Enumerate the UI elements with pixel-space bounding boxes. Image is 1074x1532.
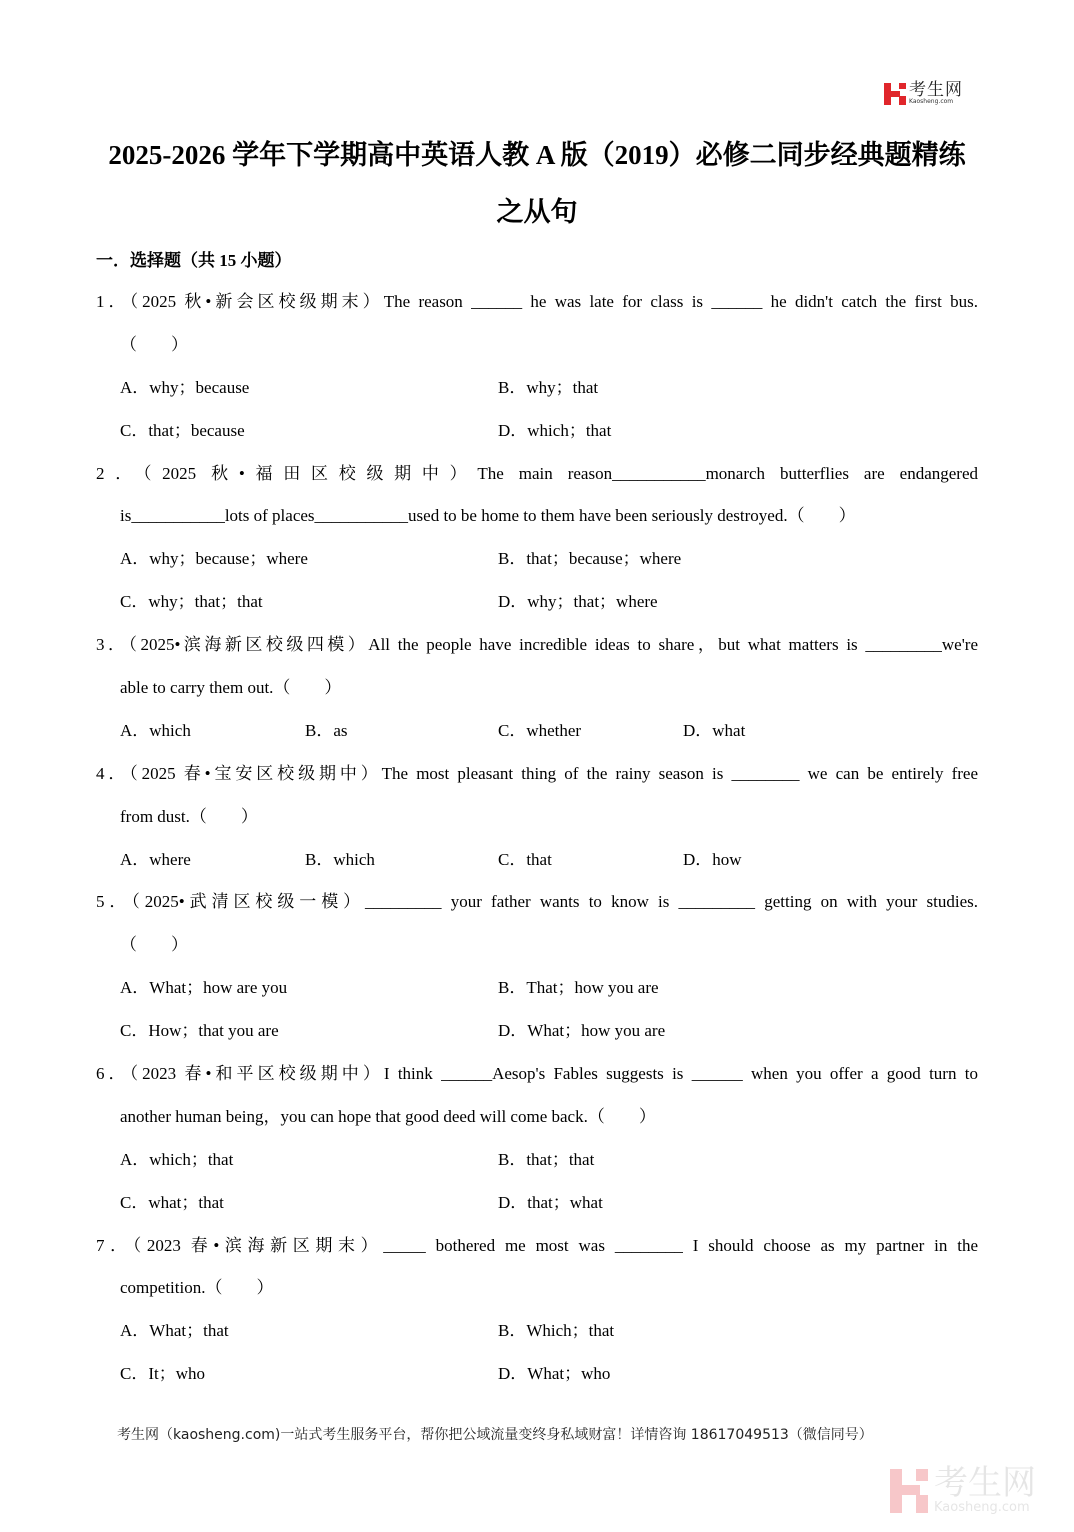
option-d[interactable]: D．which；that — [498, 420, 612, 440]
options-row — [96, 367, 978, 410]
question-2 — [96, 453, 978, 625]
option-b[interactable]: B．That；how you are — [498, 978, 659, 998]
document-title-line2: 之从句 — [496, 197, 578, 227]
options-row — [96, 410, 978, 453]
kaosheng-logo — [884, 82, 963, 105]
option-d[interactable]: D．What；how you are — [498, 1021, 666, 1041]
question-stem-line: able to carry them out.（ ） — [120, 678, 342, 698]
option-d[interactable]: D．What；who — [498, 1364, 611, 1384]
option-a[interactable]: A．which；that — [120, 1149, 234, 1169]
watermark-text: 考生网 — [934, 1463, 1036, 1503]
options-row — [96, 710, 978, 753]
options-row — [96, 1310, 978, 1353]
footer-ad: 考生网（kaosheng.com)一站式考生服务平台，帮你把公域流量变终身私域财富！详情咨询 18617049513（微信同号） — [117, 1427, 873, 1443]
option-a[interactable]: A．which — [120, 720, 191, 740]
option-b[interactable]: B．that；because；where — [498, 549, 682, 569]
question-stem-line: from dust.（ ） — [120, 806, 258, 826]
option-c[interactable]: C．It；who — [120, 1364, 205, 1384]
question-stem-line: 5．（2025•武清区校级一模）_________ your father wants to know is _________ getting on with your studies. — [96, 892, 978, 912]
section-heading: 一．选择题（共 15 小题） — [96, 251, 292, 270]
option-c[interactable]: C．that — [498, 849, 552, 869]
option-a[interactable]: A．where — [120, 849, 191, 869]
logo-mark-icon — [884, 83, 906, 105]
option-c[interactable]: C．How；that you are — [120, 1021, 279, 1041]
option-c[interactable]: C．what；that — [120, 1192, 224, 1212]
question-4 — [96, 753, 978, 882]
option-c[interactable]: C．that；because — [120, 420, 245, 440]
question-stem-line: 4．（2025 春•宝安区校级期中）The most pleasant thing of the rainy season is ________ we can be entirely free — [96, 763, 978, 783]
question-stem-line: 2．（2025 秋•福田区校级期中）The main reason___________monarch butterflies are endangered — [96, 463, 978, 483]
logo-domain: Kaosheng.com — [909, 98, 954, 105]
question-6 — [96, 1053, 978, 1225]
option-a[interactable]: A．What；how are you — [120, 978, 288, 998]
question-stem-line: competition.（ ） — [120, 1278, 274, 1298]
logo-text: 考生网 — [909, 80, 963, 100]
question-stem-line: 7．（2023 春•滨海新区期末）_____ bothered me most was ________ I should choose as my partner in the — [96, 1235, 978, 1255]
option-b[interactable]: B．as — [305, 720, 348, 740]
question-7 — [96, 1225, 978, 1397]
option-d[interactable]: D．what — [683, 720, 746, 740]
option-d[interactable]: D．why；that；where — [498, 592, 658, 612]
options-row — [96, 1010, 978, 1053]
document-title-line1: 2025-2026 学年下学期高中英语人教 A 版（2019）必修二同步经典题精练 — [108, 140, 966, 170]
question-3 — [96, 624, 978, 753]
question-5 — [96, 881, 978, 1053]
question-stem-line: 6．（2023 春•和平区校级期中）I think ______Aesop's Fables suggests is ______ when you offer a good turn to — [96, 1064, 978, 1084]
option-a[interactable]: A．What；that — [120, 1321, 229, 1341]
option-b[interactable]: B．which — [305, 849, 375, 869]
option-c[interactable]: C．why；that；that — [120, 592, 263, 612]
watermark-domain: Kaosheng.com — [934, 1500, 1030, 1515]
question-stem-line: 1．（2025 秋•新会区校级期末）The reason ______ he was late for class is ______ he didn't catch the first bus. — [96, 292, 978, 311]
options-row — [96, 538, 978, 581]
question-stem-line: 3．（2025•滨海新区校级四模）All the people have incredible ideas to share，but what matters is _________we're — [96, 635, 978, 655]
question-stem-line: （ ） — [120, 334, 188, 354]
question-stem-line: （ ） — [120, 935, 188, 955]
option-d[interactable]: D．how — [683, 849, 742, 869]
question-list — [96, 281, 978, 1396]
options-row — [96, 1139, 978, 1182]
options-row — [96, 1182, 978, 1225]
question-stem-line: another human being，you can hope that good deed will come back.（ ） — [120, 1106, 656, 1126]
option-a[interactable]: A．why；because — [120, 377, 250, 397]
option-a[interactable]: A．why；because；where — [120, 549, 308, 569]
watermark-logo-icon — [890, 1469, 928, 1513]
options-row — [96, 839, 978, 882]
option-b[interactable]: B．why；that — [498, 377, 599, 397]
question-1 — [96, 281, 978, 453]
option-b[interactable]: B．that；that — [498, 1149, 595, 1169]
options-row — [96, 967, 978, 1010]
watermark — [890, 1463, 1036, 1515]
question-stem-line: is___________lots of places___________used to be home to them have been seriously destroyed.（ ） — [120, 506, 856, 526]
option-c[interactable]: C．whether — [498, 720, 582, 740]
option-b[interactable]: B．Which；that — [498, 1321, 615, 1341]
option-d[interactable]: D．that；what — [498, 1192, 603, 1212]
options-row — [96, 1353, 978, 1396]
options-row — [96, 581, 978, 624]
